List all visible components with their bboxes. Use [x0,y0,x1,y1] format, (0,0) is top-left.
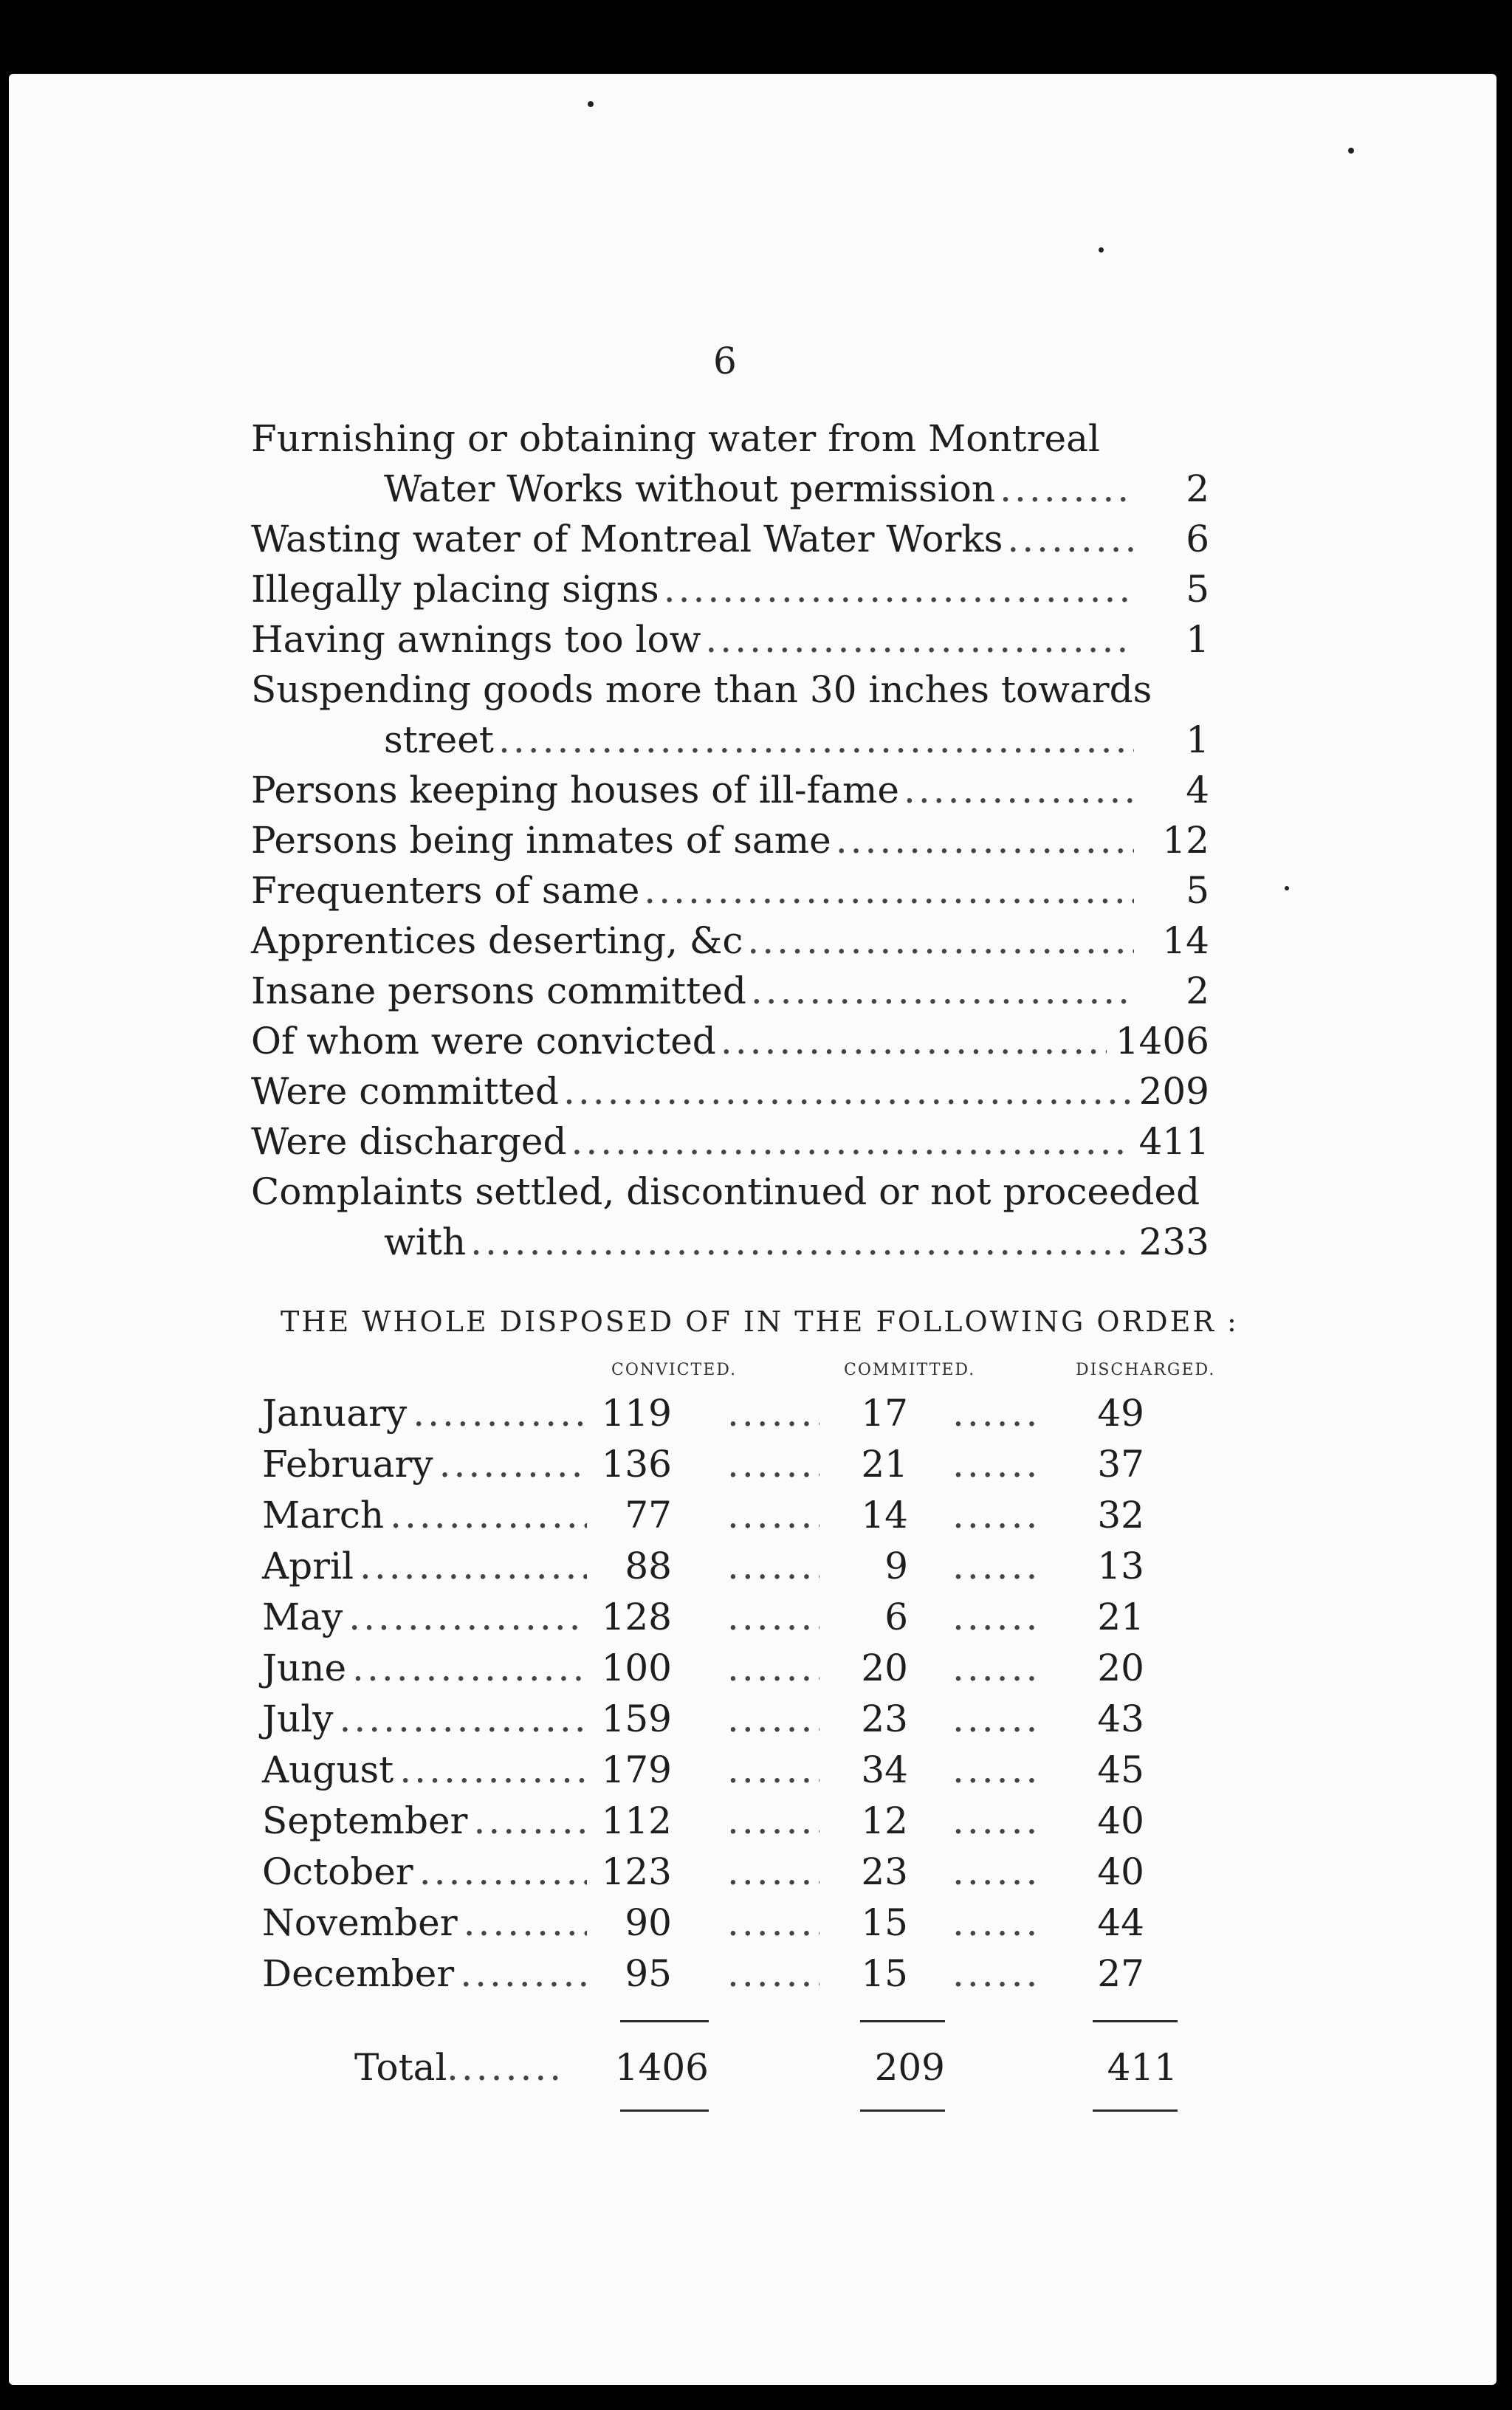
leader-dots [952,1643,1041,1693]
convicted-cell: 88 [625,1545,672,1587]
offence-line [251,865,1209,916]
leader-dots [498,715,1134,765]
leader-dots [727,1949,819,1999]
convicted-cell: 112 [601,1799,672,1842]
leader-dots [952,1847,1041,1897]
ink-speck [1348,148,1354,154]
committed-cell: 12 [861,1799,908,1842]
offence-line [251,916,1209,966]
leader-dots [952,1541,1041,1591]
offence-label: Complaints settled, discontinued or not proceeded [251,1170,1200,1213]
total-label: Total [354,2046,447,2089]
leader-dots [664,564,1134,614]
committed-cell: 15 [861,1901,908,1944]
offence-label: Water Works without permission [384,467,996,510]
leader-dots [705,614,1134,665]
offence-line [251,715,1209,765]
discharged-cell: 40 [1097,1850,1144,1893]
discharged-cell: 37 [1097,1443,1144,1486]
offence-line [251,1167,1209,1217]
leader-dots [1007,514,1134,564]
leader-dots [727,1592,819,1642]
offence-entry [251,514,1209,564]
committed-cell: 23 [861,1697,908,1740]
offence-entry [251,614,1209,665]
month-name: April [262,1545,354,1587]
leader-dots [952,1592,1041,1642]
table-row [262,1490,1178,1540]
total-leader-dots [447,2042,565,2093]
ink-speck [588,101,594,107]
offence-label: Frequenters of same [251,869,640,912]
leader-dots [727,1439,819,1489]
leader-dots [952,1796,1041,1846]
offence-count: 1 [1186,718,1209,761]
leader-dots [348,1592,587,1642]
page-number: 6 [713,340,737,382]
leader-dots [952,1949,1041,1999]
discharged-cell: 45 [1097,1748,1144,1791]
leader-dots [352,1643,587,1693]
convicted-cell: 100 [601,1647,672,1689]
table-row [262,1694,1178,1744]
leader-dots [727,1745,819,1795]
offence-label: Of whom were convicted [251,1020,716,1062]
committed-cell: 23 [861,1850,908,1893]
column-header-convicted: CONVICTED. [611,1361,738,1379]
offence-entry [251,413,1209,514]
offence-entry [251,765,1209,815]
table-row [262,1745,1178,1795]
column-header-discharged: DISCHARGED. [1076,1361,1216,1379]
ink-speck [1099,247,1104,253]
offence-count: 233 [1138,1221,1209,1263]
month-name: October [262,1850,413,1893]
rule-convicted-bottom [620,2109,709,2112]
leader-dots [413,1388,587,1438]
offence-count: 4 [1186,769,1209,811]
leader-dots [390,1490,587,1540]
convicted-cell: 123 [601,1850,672,1893]
leader-dots [473,1796,587,1846]
offence-label: Persons being inmates of same [251,819,831,862]
leader-dots [439,1439,587,1489]
offence-label: Having awnings too low [251,618,701,661]
discharged-cell: 32 [1097,1494,1144,1537]
offence-line [251,614,1209,665]
offence-label: Persons keeping houses of ill-fame [251,769,899,811]
table-row [262,1388,1178,1438]
leader-dots [952,1490,1041,1540]
discharged-cell: 13 [1097,1545,1144,1587]
committed-cell: 34 [861,1748,908,1791]
offence-label: Were discharged [251,1120,567,1163]
leader-dots [721,1016,1107,1066]
offence-label: Insane persons committed [251,969,746,1012]
leader-dots [399,1745,587,1795]
table-row [262,1796,1178,1846]
total-discharged: 411 [1107,2046,1178,2089]
offence-line [251,1066,1209,1116]
month-name: May [262,1596,343,1638]
leader-dots [419,1847,587,1897]
offence-line [251,1016,1209,1066]
committed-cell: 20 [861,1647,908,1689]
convicted-cell: 128 [601,1596,672,1638]
offence-count: 12 [1162,819,1209,862]
offence-line [251,1217,1209,1267]
convicted-cell: 77 [625,1494,672,1537]
offence-line [251,1116,1209,1167]
rule-discharged-bottom [1093,2109,1178,2112]
offence-entry [251,1116,1209,1167]
discharged-cell: 40 [1097,1799,1144,1842]
leader-dots [904,765,1134,815]
discharged-cell: 27 [1097,1952,1144,1995]
leader-dots [747,916,1134,966]
leader-dots [751,966,1134,1016]
month-name: July [262,1697,334,1740]
offence-count: 209 [1138,1070,1209,1113]
offence-line [251,815,1209,865]
leader-dots [360,1541,587,1591]
leader-dots [952,1439,1041,1489]
offence-entry [251,1016,1209,1066]
leader-dots [836,815,1134,865]
offence-entry [251,665,1209,765]
offence-entry [251,966,1209,1016]
offence-entry [251,1167,1209,1267]
committed-cell: 15 [861,1952,908,1995]
leader-dots [727,1694,819,1744]
offence-count: 2 [1186,969,1209,1012]
total-committed: 209 [874,2046,945,2089]
offence-entry [251,1066,1209,1116]
convicted-cell: 136 [601,1443,672,1486]
leader-dots [727,1796,819,1846]
offence-line [251,966,1209,1016]
committed-cell: 6 [884,1596,908,1638]
offence-line [251,413,1209,464]
table-row [262,1643,1178,1693]
leader-dots [727,1490,819,1540]
discharged-cell: 44 [1097,1901,1144,1944]
offence-line [251,564,1209,614]
offence-entry [251,916,1209,966]
discharged-cell: 20 [1097,1647,1144,1689]
offence-line [251,665,1209,715]
leader-dots [464,1898,587,1948]
committed-cell: 17 [861,1392,908,1435]
convicted-cell: 95 [625,1952,672,1995]
offence-label: Were committed [251,1070,559,1113]
leader-dots [460,1949,587,1999]
leader-dots [952,1898,1041,1948]
leader-dots [727,1388,819,1438]
leader-dots [563,1066,1130,1116]
rule-convicted-top [620,2020,709,2022]
table-row [262,1949,1178,1999]
month-name: November [262,1901,458,1944]
offence-count: 1 [1186,618,1209,661]
month-name: June [262,1647,347,1689]
offence-line [251,464,1209,514]
offence-label: Suspending goods more than 30 inches towards [251,668,1152,711]
offence-label: Illegally placing signs [251,568,659,611]
month-name: August [262,1748,394,1791]
convicted-cell: 90 [625,1901,672,1944]
leader-dots [644,865,1134,916]
table-row [262,1592,1178,1642]
committed-cell: 21 [861,1443,908,1486]
table-row [262,1898,1178,1948]
leader-dots [571,1116,1130,1167]
month-name: September [262,1799,468,1842]
offence-count: 14 [1162,919,1209,962]
column-header-committed: COMMITTED. [844,1361,976,1379]
leader-dots [727,1541,819,1591]
discharged-cell: 43 [1097,1697,1144,1740]
leader-dots [727,1643,819,1693]
discharged-cell: 49 [1097,1392,1144,1435]
rule-committed-bottom [860,2109,945,2112]
disposal-heading: THE WHOLE DISPOSED OF IN THE FOLLOWING ORDER : [281,1305,1239,1338]
leader-dots [952,1388,1041,1438]
leader-dots [727,1847,819,1897]
leader-dots [727,1898,819,1948]
committed-cell: 14 [861,1494,908,1537]
convicted-cell: 119 [601,1392,672,1435]
offence-label: street [384,718,494,761]
leader-dots [952,1745,1041,1795]
month-name: December [262,1952,455,1995]
total-convicted: 1406 [614,2046,709,2089]
leader-dots [1000,464,1134,514]
offence-count: 5 [1186,869,1209,912]
offence-line [251,765,1209,815]
table-row [262,1541,1178,1591]
rule-committed-top [860,2020,945,2022]
table-row [262,1847,1178,1897]
offence-entry [251,564,1209,614]
convicted-cell: 159 [601,1697,672,1740]
offence-label: with [384,1221,467,1263]
table-row [262,1439,1178,1489]
offence-count: 411 [1138,1120,1209,1163]
ink-speck [1285,886,1289,890]
offence-entry [251,815,1209,865]
rule-discharged-top [1093,2020,1178,2022]
leader-dots [952,1694,1041,1744]
offence-entry [251,865,1209,916]
offence-count: 2 [1186,467,1209,510]
discharged-cell: 21 [1097,1596,1144,1638]
convicted-cell: 179 [601,1748,672,1791]
offence-count: 5 [1186,568,1209,611]
offence-line [251,514,1209,564]
offence-label: Apprentices deserting, &c [251,919,743,962]
committed-cell: 9 [884,1545,908,1587]
month-name: March [262,1494,385,1537]
month-name: January [262,1392,408,1435]
leader-dots [339,1694,587,1744]
total-row [354,2042,1181,2093]
offence-count: 6 [1186,518,1209,560]
offence-label: Furnishing or obtaining water from Montreal [251,417,1100,460]
leader-dots [470,1217,1130,1267]
month-name: February [262,1443,433,1486]
offence-count: 1406 [1115,1020,1209,1062]
offence-label: Wasting water of Montreal Water Works [251,518,1003,560]
